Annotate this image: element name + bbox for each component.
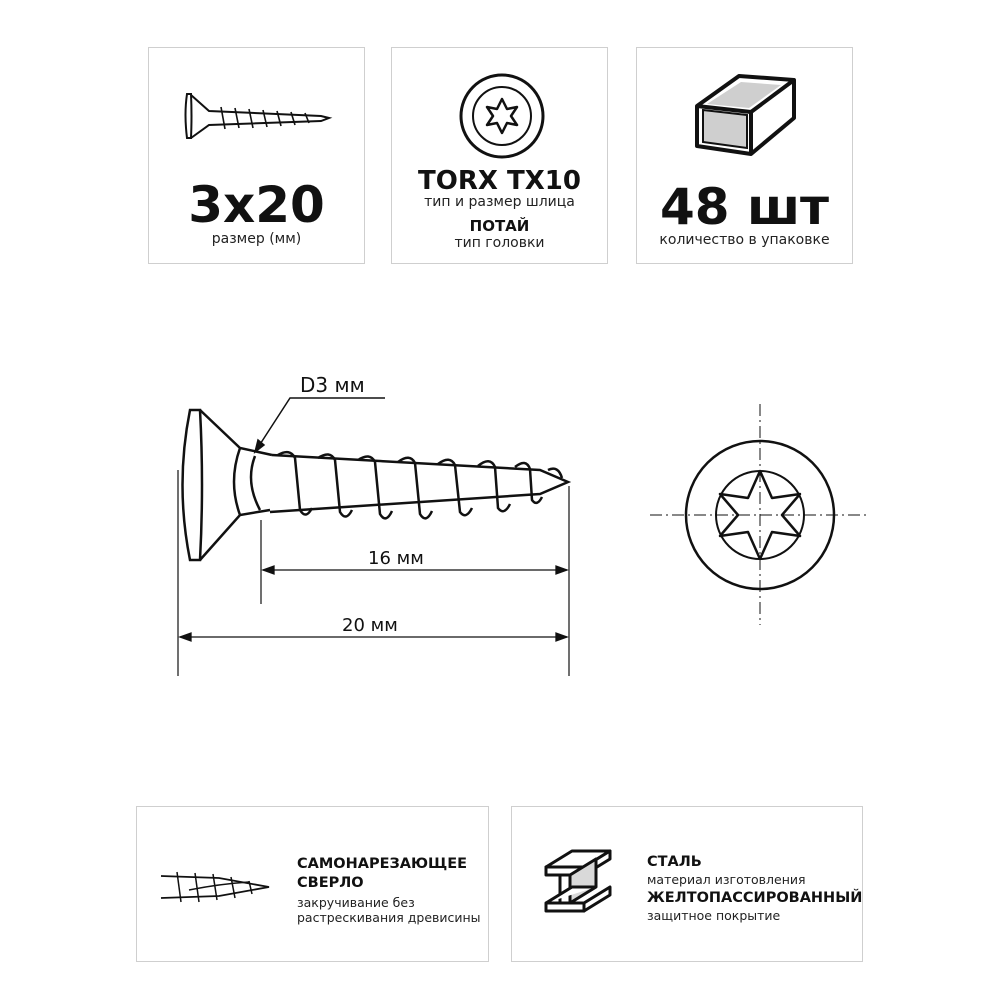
screw-head	[183, 410, 273, 560]
size-value: 3х20	[188, 176, 325, 234]
drill-sub-line1: закручивание без	[297, 895, 415, 910]
head-value: ПОТАЙ	[469, 217, 530, 235]
drill-feature-card	[136, 806, 489, 962]
slot-caption: тип и размер шлица	[424, 194, 575, 210]
size-card	[148, 47, 365, 264]
diameter-label: D3 мм	[300, 373, 365, 397]
slot-value: TORX TX10	[418, 166, 581, 196]
thread-length-label: 16 мм	[368, 548, 424, 569]
pack-card	[636, 47, 853, 264]
drill-title-line2: СВЕРЛО	[297, 875, 364, 891]
pack-caption: количество в упаковке	[659, 232, 830, 248]
coating-title: ЖЕЛТОПАССИРОВАННЫЙ	[647, 890, 863, 906]
drill-sub-line2: растрескивания древисины	[297, 910, 481, 925]
coating-sub: защитное покрытие	[647, 908, 781, 923]
material-sub1: материал изготовления	[647, 872, 806, 887]
total-length-label: 20 мм	[342, 615, 398, 636]
pack-value: 48 шт	[659, 178, 830, 236]
drill-title-line1: САМОНАРЕЗАЮЩЕЕ	[297, 856, 468, 872]
torx-head-icon	[457, 71, 547, 161]
package-box-icon	[689, 66, 804, 161]
steel-beam-icon	[540, 845, 615, 925]
screw-technical-drawing	[0, 360, 1000, 690]
material-title: СТАЛЬ	[647, 854, 702, 870]
size-caption: размер (мм)	[211, 231, 302, 247]
slot-card	[391, 47, 608, 264]
material-feature-card	[511, 806, 863, 962]
screw-side-icon	[179, 86, 339, 156]
screw-head-top-view	[650, 404, 870, 625]
drill-tip-icon	[159, 862, 279, 912]
head-caption: тип головки	[454, 235, 545, 251]
diameter-leader	[255, 398, 385, 452]
